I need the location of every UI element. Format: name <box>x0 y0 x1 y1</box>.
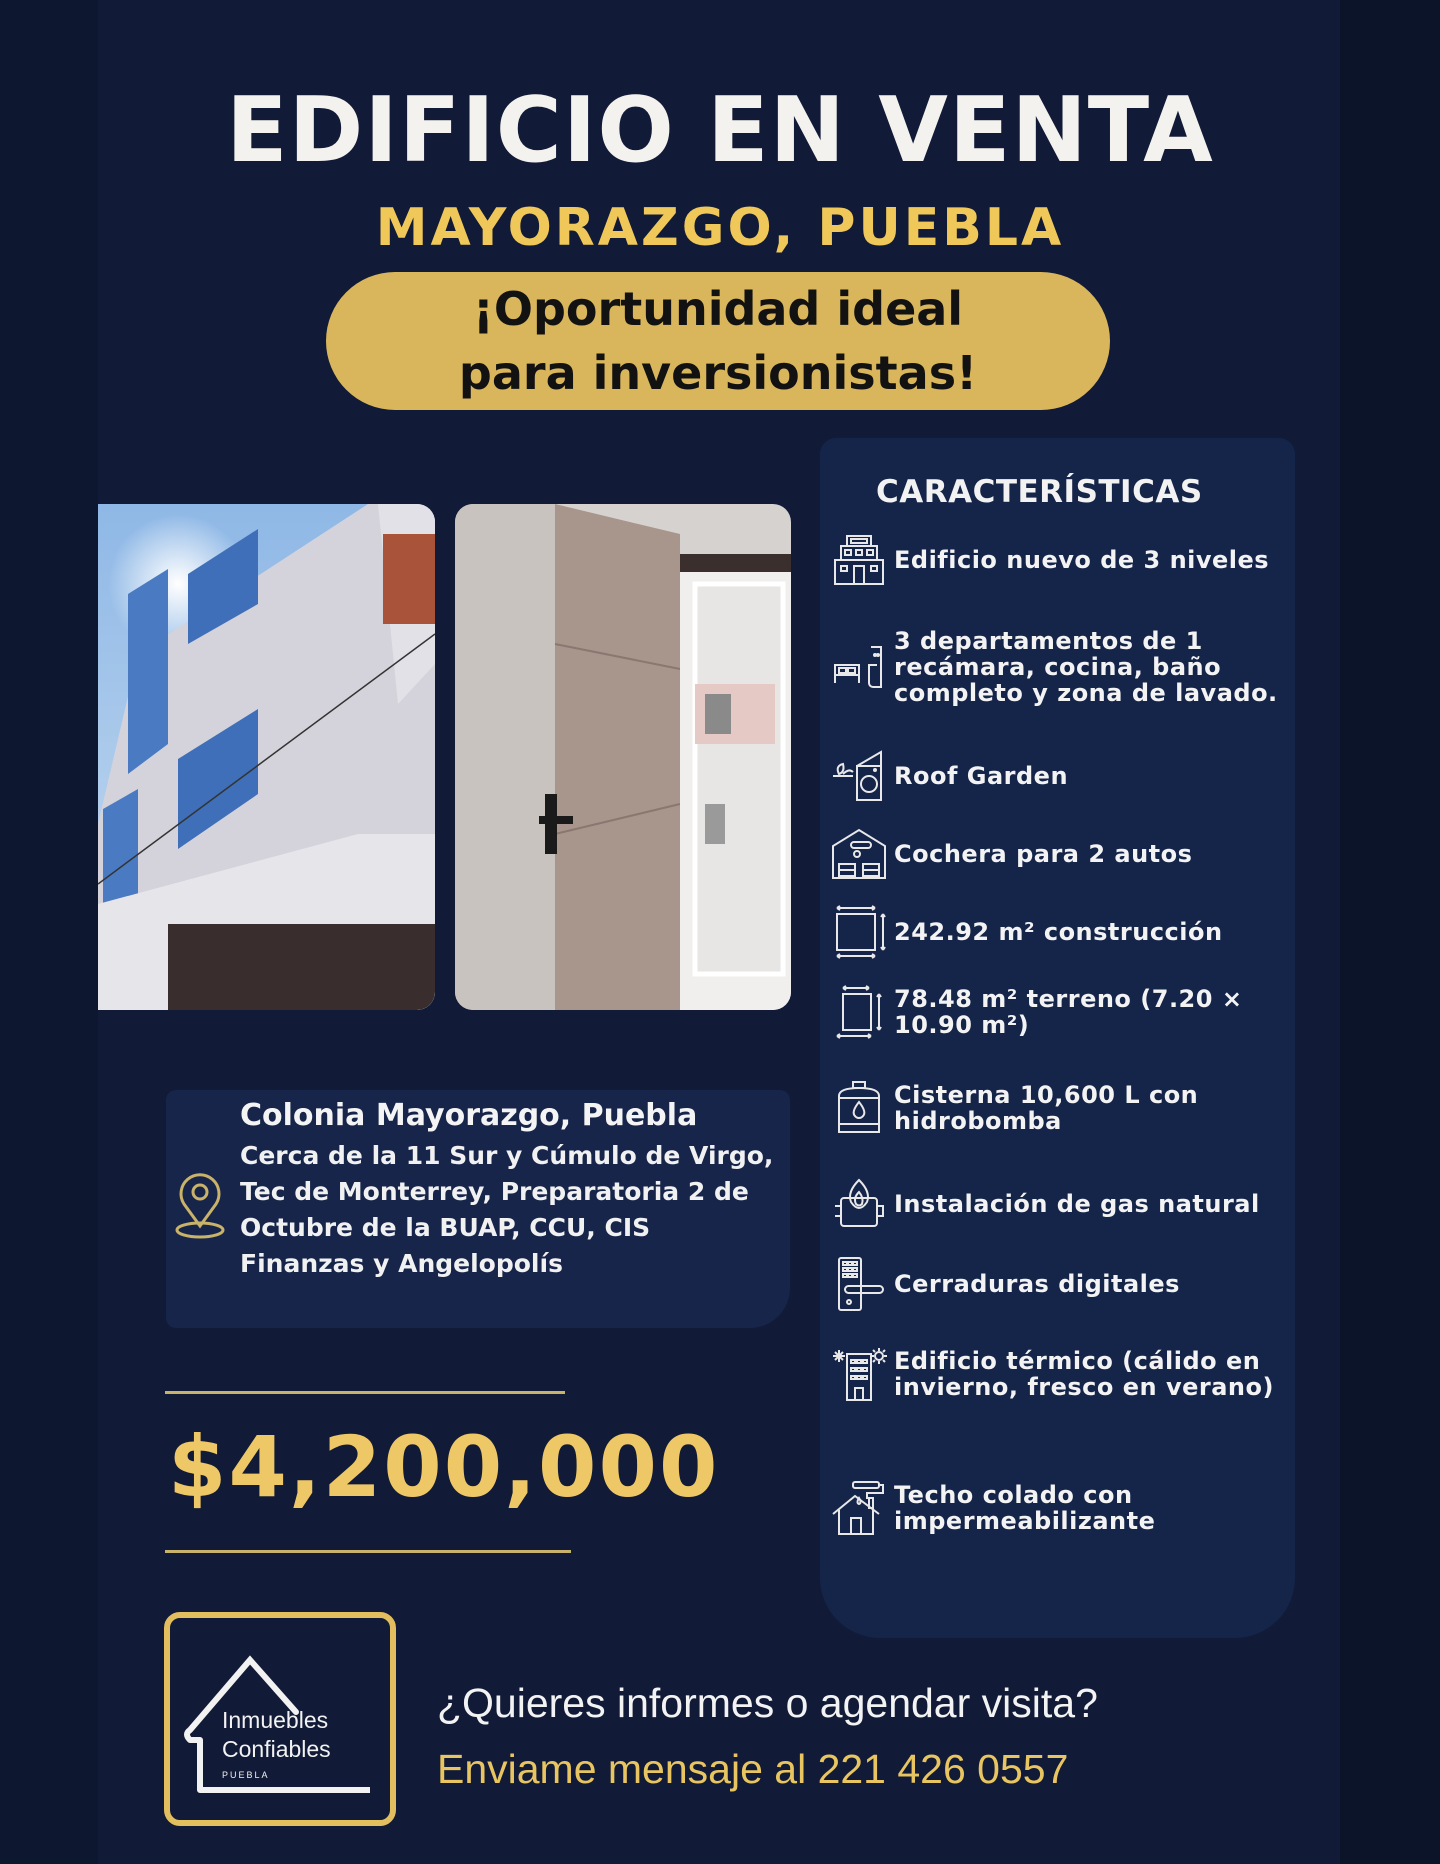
tagline-line-2: para inversionistas! <box>458 346 978 400</box>
brand-name <box>222 1706 331 1764</box>
feature-item <box>820 530 1295 590</box>
bed-shower-icon <box>824 637 894 697</box>
water-tank-icon <box>824 1078 894 1138</box>
map-pin-icon <box>174 1170 226 1250</box>
photo-building-facade <box>98 504 435 1010</box>
feature-item <box>820 1174 1295 1234</box>
photo-interior-door <box>455 504 791 1010</box>
features-panel <box>820 438 1295 1638</box>
feature-text: Techo colado con impermeabilizante <box>894 1481 1156 1535</box>
feature-text: Edificio térmico (cálido en invierno, fresco en verano) <box>894 1347 1274 1401</box>
feature-item <box>820 746 1295 806</box>
feature-text: Cochera para 2 autos <box>894 840 1193 868</box>
feature-text: Cisterna 10,600 L con hidrobomba <box>894 1081 1199 1135</box>
thermal-building-icon <box>824 1344 894 1404</box>
feature-item <box>820 1478 1295 1538</box>
feature-item <box>820 628 1295 706</box>
interior-door-image <box>455 504 791 1010</box>
feature-text: Instalación de gas natural <box>894 1190 1260 1218</box>
feature-text: Roof Garden <box>894 762 1069 790</box>
cta-question: ¿Quieres informes o agendar visita? <box>437 1680 1098 1726</box>
roof-waterproof-icon <box>824 1478 894 1538</box>
feature-item <box>820 824 1295 884</box>
features-title: CARACTERÍSTICAS <box>876 474 1203 510</box>
brand-sub: PUEBLA <box>222 1770 270 1780</box>
brand-name-line-2: Confiables <box>222 1736 331 1762</box>
brand-name-line-1: Inmuebles <box>222 1707 329 1733</box>
price: $4,200,000 <box>168 1418 720 1516</box>
price-divider-bottom <box>165 1550 571 1553</box>
location-card <box>166 1090 790 1328</box>
building-facade-image <box>98 504 435 1010</box>
garden-washer-icon <box>824 746 894 806</box>
feature-text: 78.48 m² terreno (7.20 × 10.90 m²) <box>894 985 1243 1039</box>
feature-item <box>820 902 1295 962</box>
garage-icon <box>824 824 894 884</box>
building-icon <box>824 530 894 590</box>
feature-item <box>820 982 1295 1042</box>
location-title: Colonia Mayorazgo, Puebla <box>240 1098 698 1133</box>
feature-text: Cerraduras digitales <box>894 1270 1180 1298</box>
feature-item <box>820 1078 1295 1138</box>
tagline-line-1: ¡Oportunidad ideal <box>472 282 964 336</box>
digital-lock-icon <box>824 1254 894 1314</box>
background-left-strip <box>0 0 98 1864</box>
background-right-strip <box>1340 0 1440 1864</box>
area-icon <box>824 902 894 962</box>
tagline-banner <box>326 272 1110 410</box>
feature-text: 242.92 m² construcción <box>894 918 1223 946</box>
feature-text: Edificio nuevo de 3 niveles <box>894 546 1270 574</box>
gas-icon <box>824 1174 894 1234</box>
page-title: EDIFICIO EN VENTA <box>226 78 1214 183</box>
feature-item <box>820 1254 1295 1314</box>
brand-logo <box>164 1612 396 1826</box>
cta-contact-phone[interactable]: Enviame mensaje al 221 426 0557 <box>437 1746 1069 1792</box>
location-subtitle: MAYORAZGO, PUEBLA <box>375 198 1065 258</box>
location-description: Cerca de la 11 Sur y Cúmulo de Virgo, Tec de Monterrey, Preparatoria 2 de Octubre de la BUAP, CCU, CIS Finanzas y Angelopolís <box>240 1141 774 1278</box>
land-area-icon <box>824 982 894 1042</box>
feature-text: 3 departamentos de 1 recámara, cocina, baño completo y zona de lavado. <box>894 627 1278 707</box>
feature-item <box>820 1344 1295 1404</box>
price-divider-top <box>165 1391 565 1394</box>
